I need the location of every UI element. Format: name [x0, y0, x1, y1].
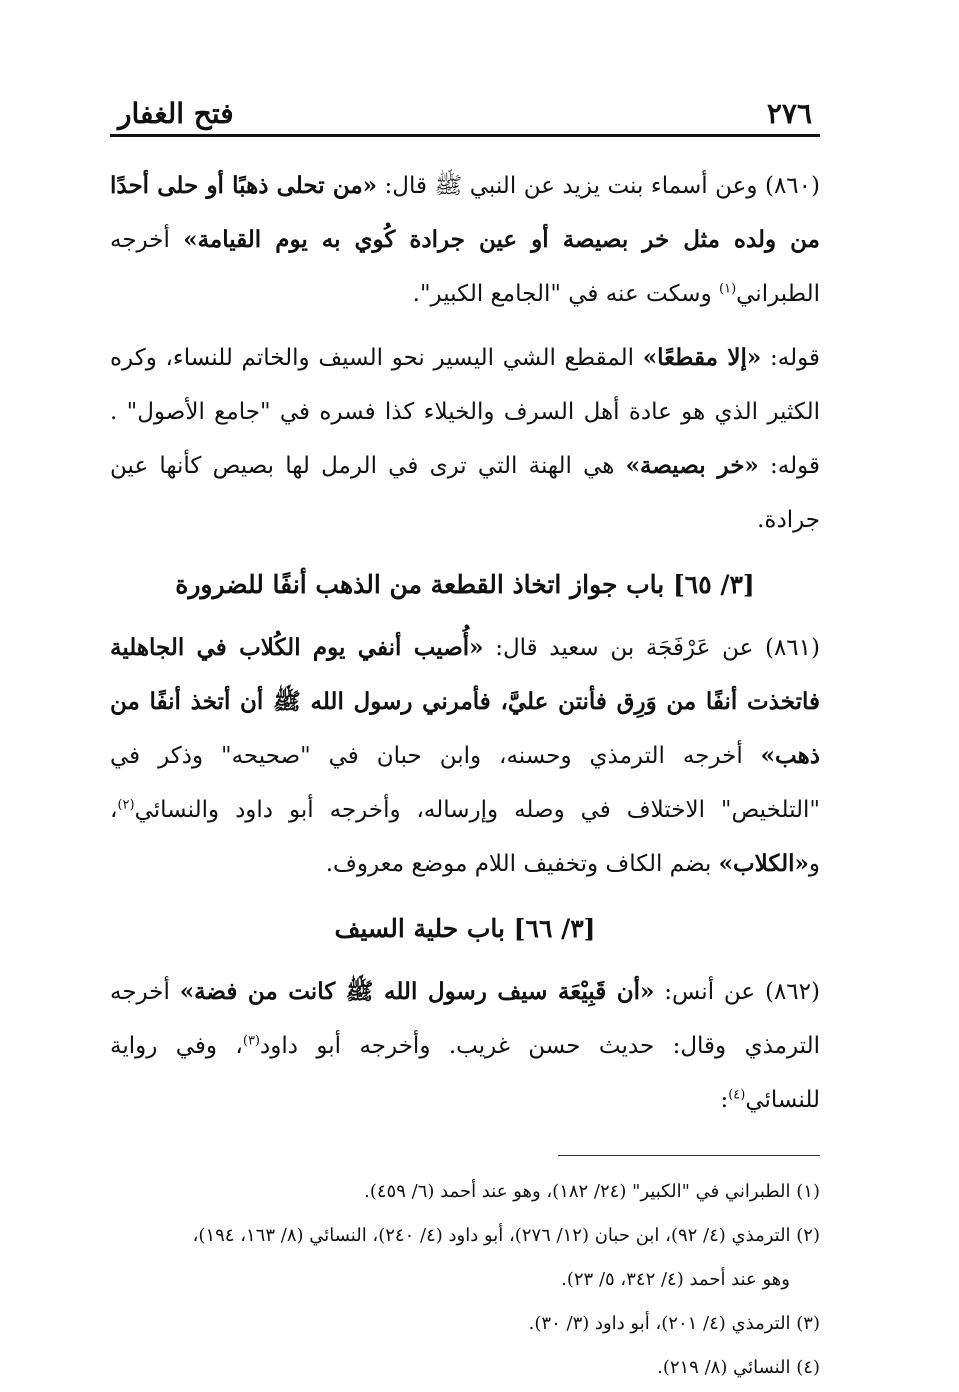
footnote-3: (٣) الترمذي (٤/ ٢٠١)، أبو داود (٣/ ٣٠).	[528, 1313, 820, 1334]
footnote-separator	[558, 1155, 820, 1156]
book-title: فتح الغفار	[118, 97, 234, 130]
commentary-860	[110, 331, 820, 547]
footnote-4: (٤) النسائي (٨/ ٢١٩).	[657, 1357, 820, 1378]
footnote-ref-3: (٣)	[242, 1033, 260, 1049]
hadith-861-f: بضم الكاف وتخفيف اللام موضع معروف.	[325, 851, 719, 877]
commentary-860-a: قوله:	[761, 345, 820, 371]
hadith-860	[110, 159, 820, 321]
page-header	[110, 78, 820, 128]
hadith-860-text: «من تحلى ذهبًا أو حلى أحدًا من ولده مثل خر بصيصة أو عين جرادة كُوي به يوم القيامة»	[110, 172, 820, 253]
page-body	[110, 159, 820, 1390]
page-number: ٢٧٦	[766, 97, 812, 130]
footnote-ref-2: (٢)	[117, 797, 135, 813]
hadith-862-d: ، وفي رواية للنسائي	[110, 1033, 820, 1113]
hadith-861-intro: (٨٦١) عن عَرْفَجَة بن سعيد قال:	[483, 635, 820, 661]
footnote-1: (١) الطبراني في "الكبير" (٢٤/ ١٨٢)، وهو عند أحمد (٦/ ٤٥٩).	[364, 1181, 820, 1202]
commentary-860-term2: «خر بصيصة»	[625, 452, 759, 479]
footnote-ref-4: (٤)	[728, 1087, 746, 1103]
footnote-ref-1: (١)	[719, 281, 737, 297]
chapter-heading-65: [٣/ ٦٥] باب جواز اتخاذ القطعة من الذهب أنفًا للضرورة	[175, 570, 755, 599]
hadith-862-text: «أن قَبِيْعَة سيف رسول الله ﷺ كانت من فضة»	[179, 978, 655, 1005]
header-rule	[110, 134, 820, 137]
footnote-2-continued: وهو عند أحمد (٤/ ٣٤٢، ٥/ ٢٣).	[561, 1269, 790, 1290]
footnotes	[110, 1170, 820, 1390]
hadith-861-text: «أُصيب أنفي يوم الكُلاب في الجاهلية فاتخذت أنفًا من وَرِق فأنتن عليَّ، فأمرني رسول الله ﷺ أن أتخذ أنفًا من ذهب»	[110, 634, 820, 769]
commentary-860-c: المقطع الشي اليسير نحو السيف والخاتم للنساء، وكره الكثير الذي هو عادة أهل السرف والخيلاء كذا فسره في "جامع الأصول" . قوله:	[110, 345, 821, 479]
hadith-861-source: أخرجه الترمذي وحسنه، وابن حبان في "صحيحه" وذكر في "التلخيص" الاختلاف في وصله وإرساله، وأخرجه أبو داود والنسائي	[110, 743, 820, 823]
hadith-862-source: أخرجه الترمذي وقال: حديث حسن غريب. وأخرجه أبو داود	[110, 979, 820, 1059]
hadith-862	[110, 965, 820, 1127]
chapter-heading-66: [٣/ ٦٦] باب حلية السيف	[334, 914, 596, 943]
hadith-860-intro: (٨٦٠) وعن أسماء بنت يزيد عن النبي ﷺ قال:	[377, 173, 820, 199]
hadith-861-term: «الكلاب»	[718, 850, 809, 877]
hadith-861	[110, 621, 820, 891]
hadith-862-e: :	[720, 1087, 729, 1113]
book-page	[110, 78, 821, 1378]
footnote-2: (٢) الترمذي (٤/ ٩٢)، ابن حبان (١٢/ ٢٧٦)، أبو داود (٤/ ٢٤٠)، النسائي (٨/ ١٦٣، ١٩٤)،	[192, 1225, 820, 1246]
hadith-860-note: وسكت عنه في "الجامع الكبير".	[412, 281, 719, 307]
hadith-860-source: أخرجه الطبراني	[110, 227, 820, 307]
hadith-862-intro: (٨٦٢) عن أنس:	[654, 979, 820, 1005]
commentary-860-term1: «إلا مقطعًا»	[642, 344, 762, 371]
commentary-860-e: هي الهنة التي ترى في الرمل لها بصيص كأنها عين جرادة.	[110, 453, 820, 533]
hadith-861-d: ، و	[110, 797, 820, 877]
